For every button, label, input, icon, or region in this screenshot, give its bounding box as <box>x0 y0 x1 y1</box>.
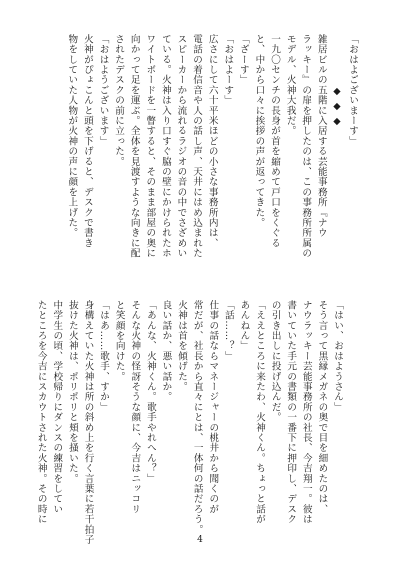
text-line: 「おはよございまーす」 <box>347 34 358 147</box>
text-line: 仕事の話ならマネージャーの桃井から聞くのが <box>207 300 219 515</box>
text-line: 良い話か、悪い話か。 <box>160 300 172 402</box>
upper-text-block <box>60 34 360 259</box>
text-line: 「ええところに来たわ、火神くん。ちょっと話が <box>254 300 266 525</box>
text-line: 雑居ビルの五階に入居する芸能事務所『ナウ <box>315 34 327 238</box>
text-line: 「おはようございます」 <box>97 34 109 147</box>
text-line: そんな火神の怪訝そうな顔に、今吉はニッコリ <box>129 300 141 515</box>
text-line: と、中から口々に挨拶の声が返ってきた。 <box>253 34 265 228</box>
text-line: あんねん」 <box>238 300 250 351</box>
text-line: 中学生の頃、学校帰りにダンスの練習をしてい <box>51 300 63 515</box>
text-line: 物をしていた人物が火神の声に顔を上げた。 <box>66 34 78 238</box>
text-line: 「はい、おはようさん」 <box>332 300 343 413</box>
text-line: 「おはよーす」 <box>222 34 234 106</box>
text-line: 「ざーす」 <box>237 34 249 85</box>
text-line: 「はあ……歌手、すか」 <box>98 300 110 413</box>
text-line: たところを今吉にスカウトされた火神。その時に <box>35 300 47 525</box>
text-line: の引き出しに投げ込んだ。 <box>269 300 281 423</box>
text-line: 向かって足を運ぶ。全体を見渡すような向きに配 <box>128 34 140 259</box>
text-line: 書いていた手元の書類の一番下に押印し、デスク <box>285 300 297 525</box>
text-line: と笑顔を向けた。 <box>113 300 125 382</box>
text-line: ている。火神は入り口すぐ脇の壁にかけられたホ <box>159 34 171 259</box>
text-line: ラッキー』の扉を押したのは、この事務所所属の <box>300 34 312 259</box>
text-line: されたデスクの前に立った。 <box>113 34 125 167</box>
text-line: 「あんな、火神くん。歌手やれへん？」 <box>144 300 156 484</box>
text-line: そう言って黒縁メガネの奥で目を細めたのは、 <box>316 300 328 515</box>
text-line: 身構えていた火神は所の斜め上を行く言葉に若干拍子 <box>82 300 94 545</box>
lower-text-block <box>35 300 345 545</box>
text-line: 火神がぴょこんと頭を下げると、デスクで書き <box>81 34 93 249</box>
text-line: モデル、火神大我だ。 <box>284 34 296 136</box>
page-number: 4 <box>197 535 203 545</box>
text-line: 常だが、社長から直々にとは、一体何の話だろう。 <box>191 300 203 535</box>
text-line: ナウラッキー芸能事務所の社長、今吉翔一。彼は <box>300 300 312 525</box>
text-line: 「話……？」 <box>222 300 234 362</box>
text-line: 一九〇センチの長身が首を縮めて戸口をくぐる <box>269 34 281 249</box>
section-separator: ◆◆◆ <box>331 86 343 131</box>
text-line: ワイトボードを一瞥すると、そのまま部屋の奥に <box>144 34 156 259</box>
text-line: 電話の着信音や人の話し声、天井にはめ込まれた <box>191 34 203 259</box>
text-line: スピーカーから流れるラジオの音の中でさざめい <box>175 34 187 259</box>
text-line: 広さにして六十平米ほどの小さな事務所内は、 <box>206 34 218 249</box>
text-line: 抜けた火神は、ポリポリと頬を掻いた。 <box>66 300 78 484</box>
text-line: 火神は首を傾げた。 <box>176 300 188 392</box>
